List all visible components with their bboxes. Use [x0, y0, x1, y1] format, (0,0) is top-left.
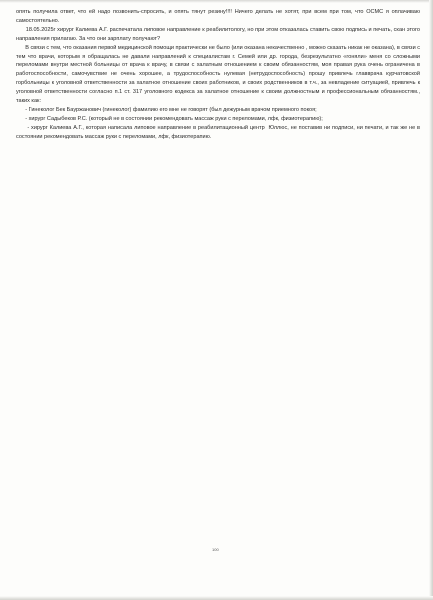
paragraph-complaint-request: В связи с тем, что оказания первой медицинской помощи практически не было (или оказана некачественно , можно сказать никак не оказана), в связи с тем что врачи, которым я обращалась не давали направлений к специалистам г. Семей или др. города, безрезультатно «гоняли» меня со сложными переломами внутри местной больницы от врача к врачу, в связи с халатным отношением к своим обязанностям, моя правая рука очень ограничена в работоспособности, самочувствие не очень хорошее, а трудоспособность нулевая (нетрудоспособность) прошу привлечь главврача курчатовской горбольницы к уголовной ответственности за халатное отношение своих работников, и своих родственников в т.ч., за невладение ситуацией, привлечь к уголовной ответственности согласно п.1 ст. 317 уголовного кодекса за халатное отношение к своим должностным и профессиональным обязанностям., таких как: — [16, 44, 422, 105]
scan-edge-bottom — [0, 596, 433, 600]
document-body — [16, 8, 420, 142]
paragraph-osms-payment: опять получила ответ, что ей надо позвонить-спросить, и опять тянут резину!!!! Ничего делать не хотят, при всем при том, что ОСМС я оплачиваю самостоятельно. — [16, 9, 422, 24]
paragraph-surgeon-sadybekov: - хирург Садыбеков Р.С. (который не в состоянии рекомендовать массаж руки с переломами, лфк, физиотерапию); — [16, 115, 323, 122]
paragraph-gynecologist: - Гинеколог Бек Бауржанович (гинеколог) фамилию его мне не говорят (был дежурным врачом приемного покоя; — [16, 106, 317, 113]
scan-edge-top — [0, 0, 433, 3]
page-number: 100 — [212, 547, 219, 552]
paragraph-referral-no-signature: 18.05.2025г хирург Калиева А.Г. распечатала липовое направление к реабилитологу, но при этом отказалась ставить свою подпись и печать, скан этого направления прилагаю. За что они зарплату получают? — [16, 26, 422, 42]
paragraph-surgeon-kalieva: - хирург Калиева А.Г., которая написала липовое направление в реабилитационный центр Юллюс, не поставив ни подписи, ни печати, и так же не в состоянии рекомендовать массаж руки с переломами, лфк, физиотерапию. — [16, 124, 422, 140]
scan-edge-right — [429, 0, 433, 600]
